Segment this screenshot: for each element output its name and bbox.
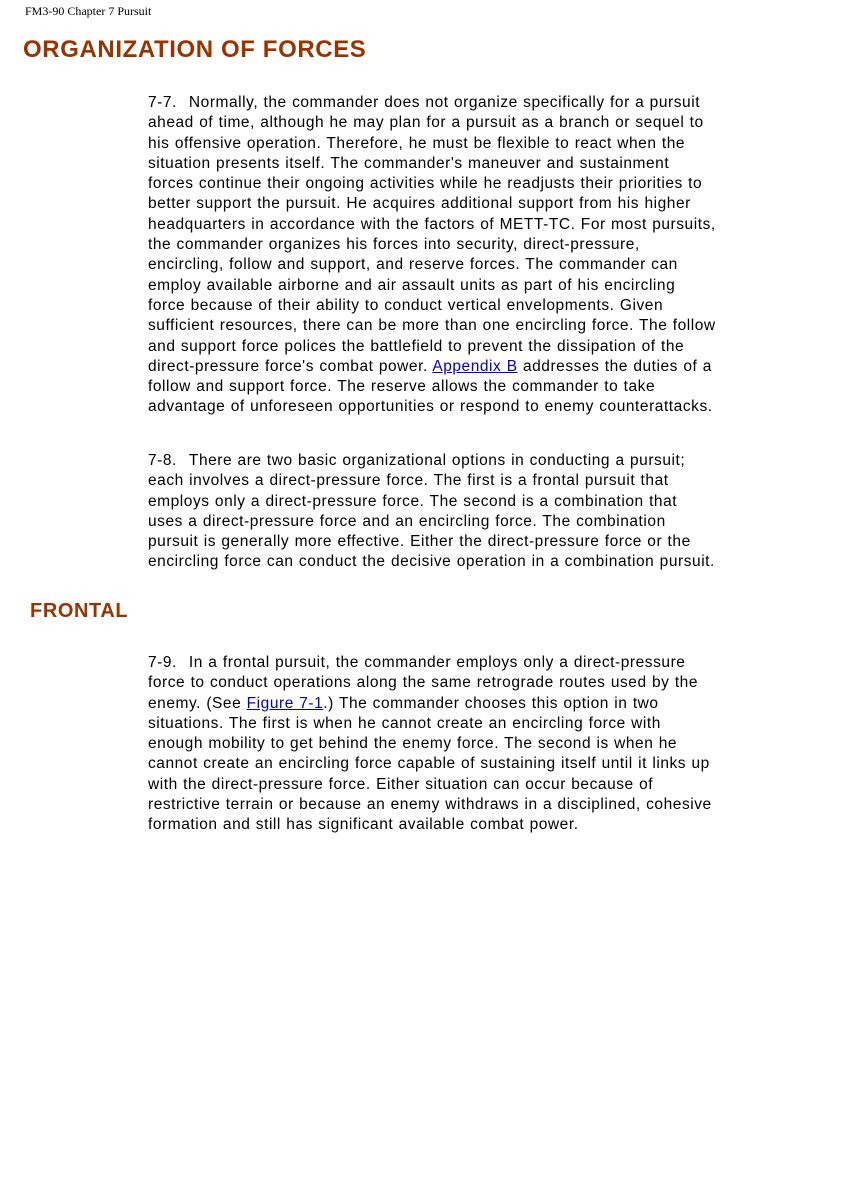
paragraph-line: uses a direct-pressure force and an encircling force. The combination <box>148 512 666 530</box>
paragraph-line: situations. The first is when he cannot create an encircling force with <box>148 714 661 732</box>
paragraph-line: each involves a direct-pressure force. The first is a frontal pursuit that <box>148 472 669 490</box>
paragraph-line: cannot create an encircling force capable of sustaining itself until it links up <box>148 755 710 773</box>
paragraph-line: ahead of time, although he may plan for a pursuit as a branch or sequel to <box>148 114 704 132</box>
paragraph-line: employ available airborne and air assault units as part of his encircling <box>148 276 676 294</box>
paragraph-7-8 <box>148 451 813 573</box>
paragraph-number: 7-9. <box>148 654 177 671</box>
paragraph-line: direct-pressure force's combat power. Appendix B addresses the duties of a <box>148 357 712 375</box>
section-heading-frontal: FRONTAL <box>30 600 129 622</box>
paragraph-line: headquarters in accordance with the factors of METT-TC. For most pursuits, <box>148 215 716 233</box>
paragraph-line: encircling, follow and support, and reserve forces. The commander can <box>148 256 678 274</box>
paragraph-line: 7-7. Normally, the commander does not organize specifically for a pursuit <box>148 94 701 111</box>
paragraph-line: force to conduct operations along the same retrograde routes used by the <box>148 674 699 692</box>
running-header: FM3-90 Chapter 7 Pursuit <box>25 4 152 18</box>
paragraph-line: sufficient resources, there can be more than one encircling force. The follow <box>148 317 716 335</box>
paragraph-line: enemy. (See Figure 7-1.) The commander chooses this option in two <box>148 694 659 712</box>
paragraph-line: employs only a direct-pressure force. The second is a combination that <box>148 492 678 510</box>
paragraph-line: formation and still has significant available combat power. <box>148 816 579 834</box>
figure-7-1-link[interactable]: Figure 7-1 <box>246 694 324 712</box>
appendix-b-link[interactable]: Appendix B <box>432 357 518 375</box>
paragraph-line: the commander organizes his forces into security, direct-pressure, <box>148 236 640 254</box>
paragraph-7-7 <box>148 93 813 418</box>
paragraph-line: force because of their ability to conduct vertical envelopments. Given <box>148 296 664 314</box>
paragraph-line: enough mobility to get behind the enemy force. The second is when he <box>148 735 678 753</box>
paragraph-number: 7-8. <box>148 452 177 469</box>
paragraph-line: his offensive operation. Therefore, he must be flexible to react when the <box>148 134 686 152</box>
paragraph-line: and support force polices the battlefield to prevent the dissipation of the <box>148 337 685 355</box>
paragraph-line: situation presents itself. The commander's maneuver and sustainment <box>148 154 670 172</box>
paragraph-line: pursuit is generally more effective. Either the direct-pressure force or the <box>148 533 691 551</box>
section-heading-organization-of-forces: ORGANIZATION OF FORCES <box>23 36 367 63</box>
paragraph-line: follow and support force. The reserve allows the commander to take <box>148 378 656 396</box>
paragraph-line: 7-9. In a frontal pursuit, the commander employs only a direct-pressure <box>148 654 686 671</box>
paragraph-line: 7-8. There are two basic organizational options in conducting a pursuit; <box>148 452 686 469</box>
paragraph-line: better support the pursuit. He acquires additional support from his higher <box>148 195 691 213</box>
paragraph-line: advantage of unforeseen opportunities or respond to enemy counterattacks. <box>148 398 713 416</box>
paragraph-line: encircling force can conduct the decisive operation in a combination pursuit. <box>148 553 715 571</box>
paragraph-line: forces continue their ongoing activities while he readjusts their priorities to <box>148 175 703 193</box>
paragraph-number: 7-7. <box>148 94 177 111</box>
paragraph-line: with the direct-pressure force. Either situation can occur because of <box>148 775 654 793</box>
paragraph-7-9 <box>148 653 813 836</box>
paragraph-line: restrictive terrain or because an enemy withdraws in a disciplined, cohesive <box>148 796 712 814</box>
